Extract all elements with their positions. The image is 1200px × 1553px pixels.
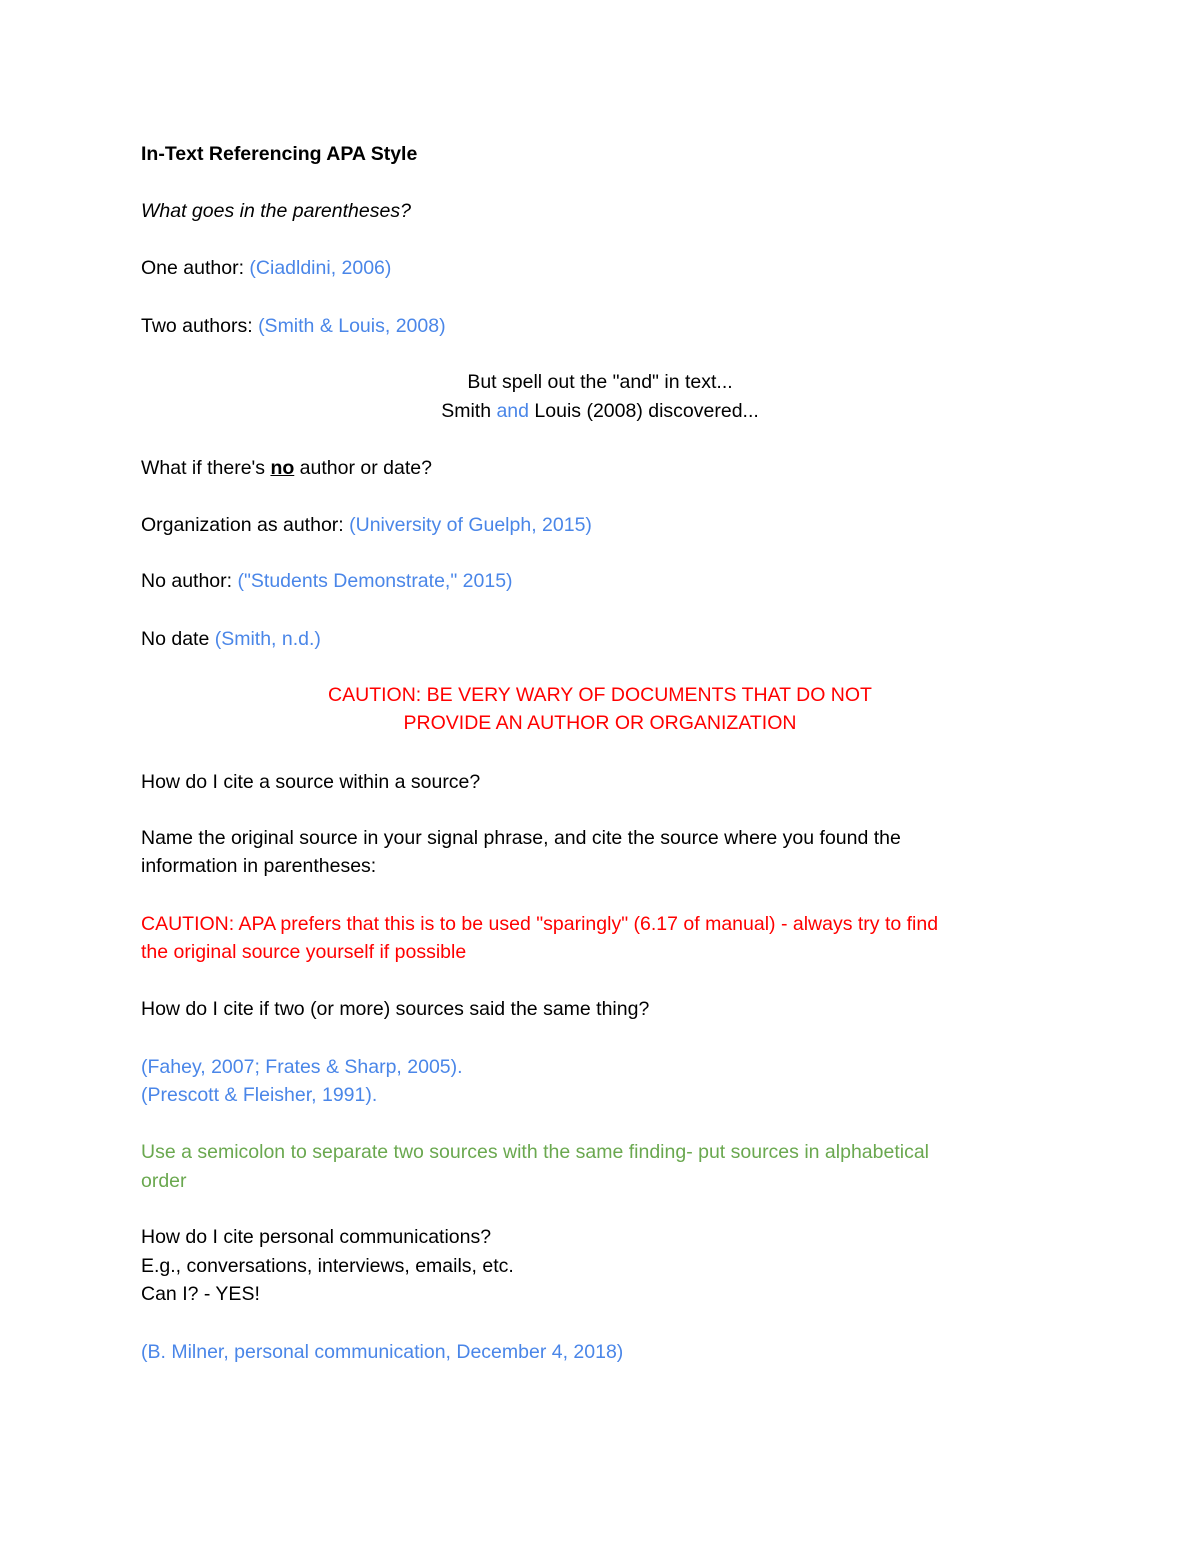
source-within-answer-2: information in parentheses: — [141, 855, 377, 877]
org-author-label: Organization as author: — [141, 514, 350, 536]
personal-example: (B. Milner, personal communication, December 4, 2018) — [141, 1341, 624, 1363]
personal-question-1: How do I cite personal communications? — [141, 1226, 492, 1248]
caution-1-line-2: PROVIDE AN AUTHOR OR ORGANIZATION — [403, 712, 797, 734]
org-author-example: (University of Guelph, 2015) — [349, 514, 592, 536]
semicolon-note-2: order — [141, 1170, 187, 1192]
two-authors-example: (Smith & Louis, 2008) — [258, 315, 446, 337]
caution-2-line-1: CAUTION: APA prefers that this is to be used "sparingly" (6.17 of manual) - always try to find — [141, 913, 939, 935]
two-authors-line — [141, 312, 446, 340]
no-author-line — [141, 567, 513, 595]
org-author-line — [141, 511, 592, 539]
caution-1-line-1: CAUTION: BE VERY WARY OF DOCUMENTS THAT DO NOT — [328, 684, 872, 706]
spell-out-line-2 — [0, 397, 1200, 425]
no-date-label: No date — [141, 628, 215, 650]
no-author-label: No author: — [141, 570, 238, 592]
no-author-question-b: author or date? — [294, 457, 432, 479]
spell-out-line-1: But spell out the "and" in text... — [467, 371, 733, 393]
no-date-example: (Smith, n.d.) — [214, 628, 321, 650]
spell-out-text-a: Smith — [441, 400, 497, 422]
two-sources-example-1: (Fahey, 2007; Frates & Sharp, 2005). — [141, 1056, 463, 1078]
page-title: In-Text Referencing APA Style — [141, 143, 418, 165]
no-author-example: ("Students Demonstrate," 2015) — [237, 570, 513, 592]
two-sources-example-2: (Prescott & Fleisher, 1991). — [141, 1084, 378, 1106]
spell-out-text-b: Louis (2008) discovered... — [529, 400, 759, 422]
personal-question-3: Can I? - YES! — [141, 1283, 260, 1305]
no-date-line — [141, 625, 321, 653]
two-authors-label: Two authors: — [141, 315, 259, 337]
no-author-question-a: What if there's — [141, 457, 271, 479]
two-sources-question: How do I cite if two (or more) sources said the same thing? — [141, 998, 650, 1020]
spell-out-and: and — [496, 400, 529, 422]
source-within-question: How do I cite a source within a source? — [141, 771, 481, 793]
source-within-answer-1: Name the original source in your signal phrase, and cite the source where you found the — [141, 827, 901, 849]
subtitle: What goes in the parentheses? — [141, 200, 411, 222]
one-author-line — [141, 254, 391, 282]
caution-2-line-2: the original source yourself if possible — [141, 941, 467, 963]
no-author-question — [141, 454, 432, 482]
semicolon-note-1: Use a semicolon to separate two sources with the same finding- put sources in alphabetical — [141, 1141, 929, 1163]
personal-question-2: E.g., conversations, interviews, emails, etc. — [141, 1255, 514, 1277]
one-author-example: (Ciadldini, 2006) — [249, 257, 392, 279]
one-author-label: One author: — [141, 257, 250, 279]
no-emphasis: no — [270, 457, 295, 479]
